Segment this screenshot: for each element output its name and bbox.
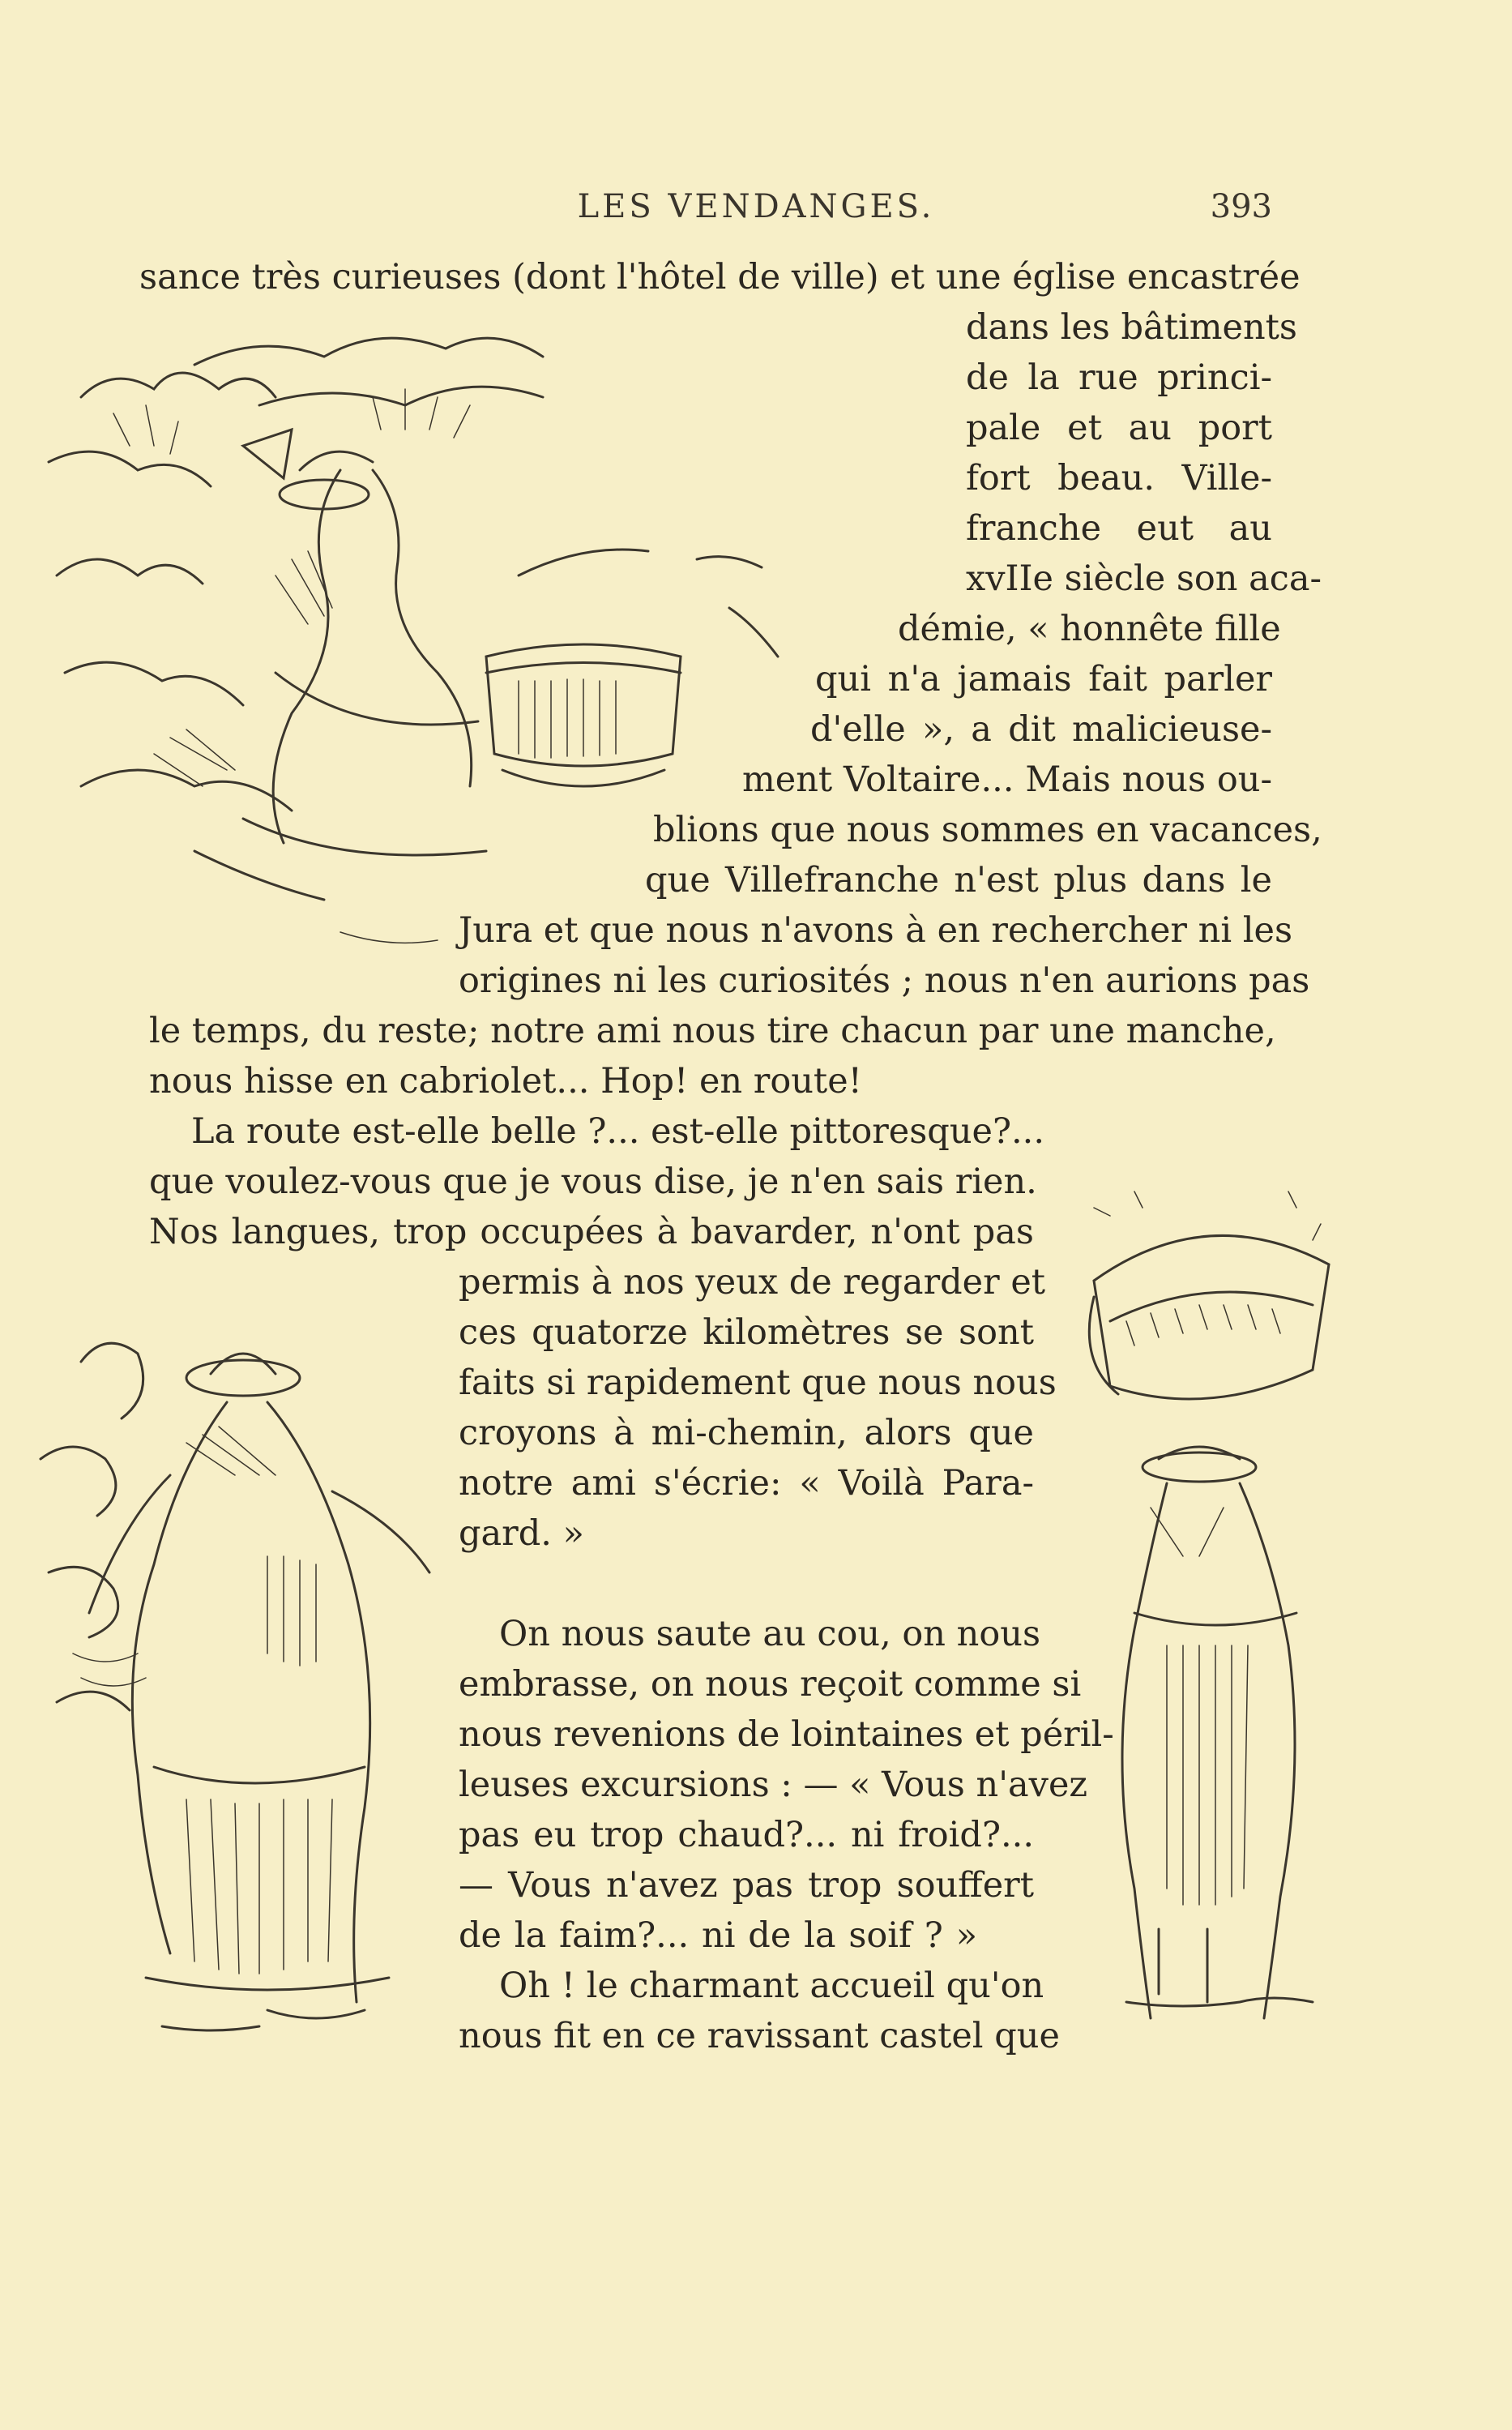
text-line: qui n'a jamais fait parler — [815, 659, 1272, 699]
text-line: fort beau. Ville- — [966, 458, 1272, 498]
text-line: origines ni les curiosités ; nous n'en aurions pas — [459, 960, 1310, 1001]
text-line: embrasse, on nous reçoit comme si — [459, 1664, 1082, 1705]
text-line: pas eu trop chaud?... ni froid?... — [459, 1815, 1034, 1855]
text-line: — Vous n'avez pas trop souffert — [459, 1865, 1034, 1906]
page-number: 393 — [1210, 188, 1272, 225]
text-line: de la rue princi- — [966, 357, 1272, 398]
text-line: le temps, du reste; notre ami nous tire chacun par une manche, — [149, 1011, 1276, 1051]
illustration-man-with-basket — [1061, 1159, 1345, 2034]
text-line: Oh ! le charmant accueil qu'on — [499, 1966, 1044, 2006]
text-line: permis à nos yeux de regarder et — [459, 1262, 1046, 1303]
text-line: blions que nous sommes en vacances, — [653, 810, 1322, 850]
text-line: dans les bâtiments — [966, 307, 1297, 348]
text-line: ces quatorze kilomètres se sont — [459, 1312, 1034, 1353]
text-line: d'elle », a dit malicieuse- — [810, 709, 1272, 750]
text-line: que Villefranche n'est plus dans le — [645, 860, 1272, 901]
text-line: notre ami s'écrie: « Voilà Para- — [459, 1463, 1034, 1504]
text-line: nous revenions de lointaines et péril- — [459, 1714, 1114, 1755]
illustration-woman-picking — [24, 1313, 462, 2059]
text-line: Nos langues, trop occupées à bavarder, n'ont pas — [149, 1212, 1034, 1252]
text-line: On nous saute au cou, on nous — [499, 1614, 1041, 1654]
text-line: de la faim?... ni de la soif ? » — [459, 1915, 977, 1956]
text-line: nous fit en ce ravissant castel que — [459, 2016, 1060, 2056]
text-line: nous hisse en cabriolet... Hop! en route! — [149, 1061, 862, 1102]
man-basket-drawing-icon — [1061, 1159, 1345, 2034]
running-head-title: LES VENDANGES. — [577, 188, 935, 225]
text-line: ment Voltaire... Mais nous ou- — [742, 759, 1272, 800]
text-line: faits si rapidement que nous nous — [459, 1363, 1057, 1403]
text-line: sance très curieuses (dont l'hôtel de ville) et une église encastrée — [139, 257, 1301, 297]
text-line: que voulez-vous que je vous dise, je n'en sais rien. — [149, 1162, 1037, 1202]
text-line: gard. » — [459, 1513, 584, 1554]
text-line: La route est-elle belle ?... est-elle pittoresque?... — [191, 1111, 1045, 1152]
text-line: pale et au port — [966, 408, 1272, 448]
text-line: Jura et que nous n'avons à en rechercher ni les — [459, 910, 1293, 951]
woman-picking-drawing-icon — [24, 1313, 462, 2059]
text-line: démie, « honnête fille — [898, 609, 1281, 649]
text-line: leuses excursions : — « Vous n'avez — [459, 1765, 1088, 1805]
text-line: croyons à mi-chemin, alors que — [459, 1413, 1034, 1453]
running-head — [0, 188, 1512, 237]
text-line: franche eut au — [966, 508, 1272, 549]
text-line: xvIIe siècle son aca- — [966, 558, 1322, 599]
